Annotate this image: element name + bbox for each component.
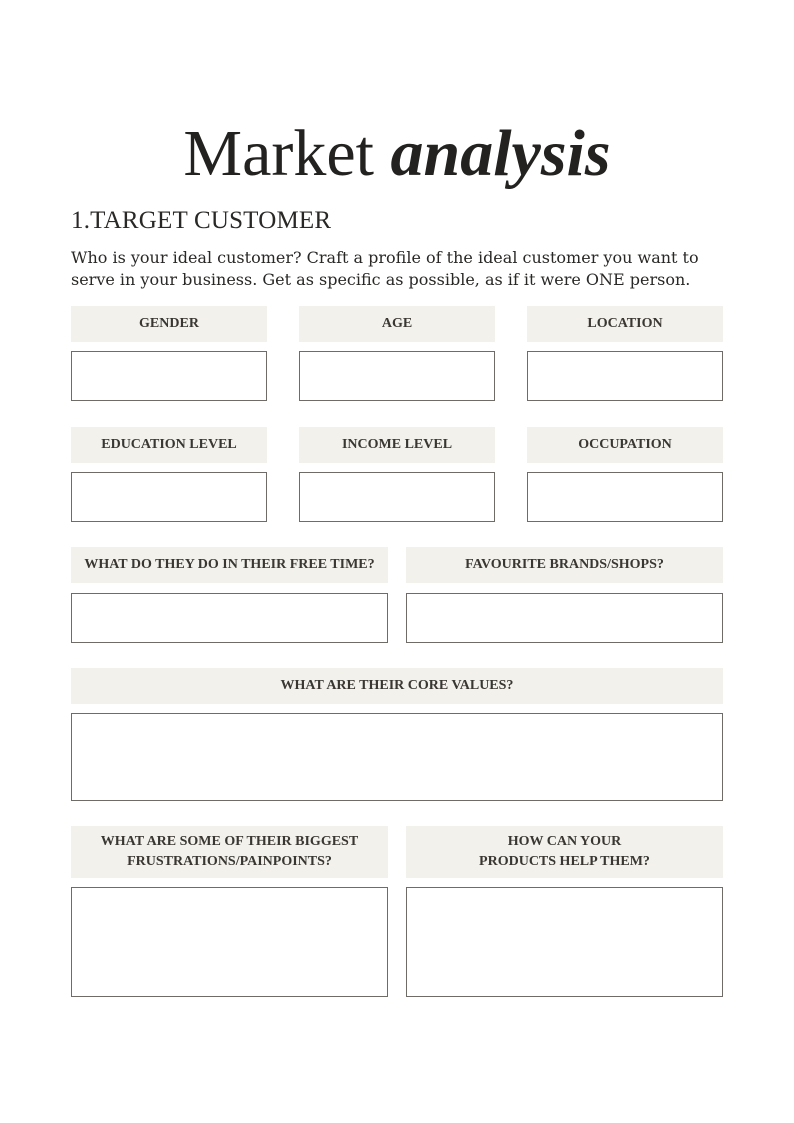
page-title — [0, 116, 794, 192]
free-time-label: WHAT DO THEY DO IN THEIR FREE TIME? — [71, 547, 388, 583]
products-help-label — [406, 826, 723, 878]
title-emphasis: analysis — [390, 117, 611, 190]
income-label: INCOME LEVEL — [299, 427, 495, 463]
frustrations-input[interactable] — [71, 887, 388, 997]
brands-label: FAVOURITE BRANDS/SHOPS? — [406, 547, 723, 583]
education-label: EDUCATION LEVEL — [71, 427, 267, 463]
gender-input[interactable] — [71, 351, 267, 401]
age-label: AGE — [299, 306, 495, 342]
brands-input[interactable] — [406, 593, 723, 643]
section-intro: Who is your ideal customer? Craft a profile of the ideal customer you want to serve in your business. Get as specific as possible, as if it were ONE person. — [71, 248, 699, 289]
income-input[interactable] — [299, 472, 495, 522]
products-help-input[interactable] — [406, 887, 723, 997]
gender-label: GENDER — [71, 306, 267, 342]
core-values-label: WHAT ARE THEIR CORE VALUES? — [71, 668, 723, 704]
free-time-input[interactable] — [71, 593, 388, 643]
title-regular: Market — [183, 117, 375, 190]
frustrations-label-line-2: FRUSTRATIONS/PAINPOINTS? — [127, 854, 332, 869]
frustrations-label — [71, 826, 388, 878]
occupation-label: OCCUPATION — [527, 427, 723, 463]
core-values-input[interactable] — [71, 713, 723, 801]
education-input[interactable] — [71, 472, 267, 522]
location-input[interactable] — [527, 351, 723, 401]
products-help-label-line-2: PRODUCTS HELP THEM? — [479, 854, 650, 869]
section-heading: 1.TARGET CUSTOMER — [71, 207, 332, 234]
location-label: LOCATION — [527, 306, 723, 342]
products-help-label-line-1: HOW CAN YOUR — [507, 834, 622, 849]
age-input[interactable] — [299, 351, 495, 401]
frustrations-label-line-1: WHAT ARE SOME OF THEIR BIGGEST — [100, 834, 359, 849]
occupation-input[interactable] — [527, 472, 723, 522]
